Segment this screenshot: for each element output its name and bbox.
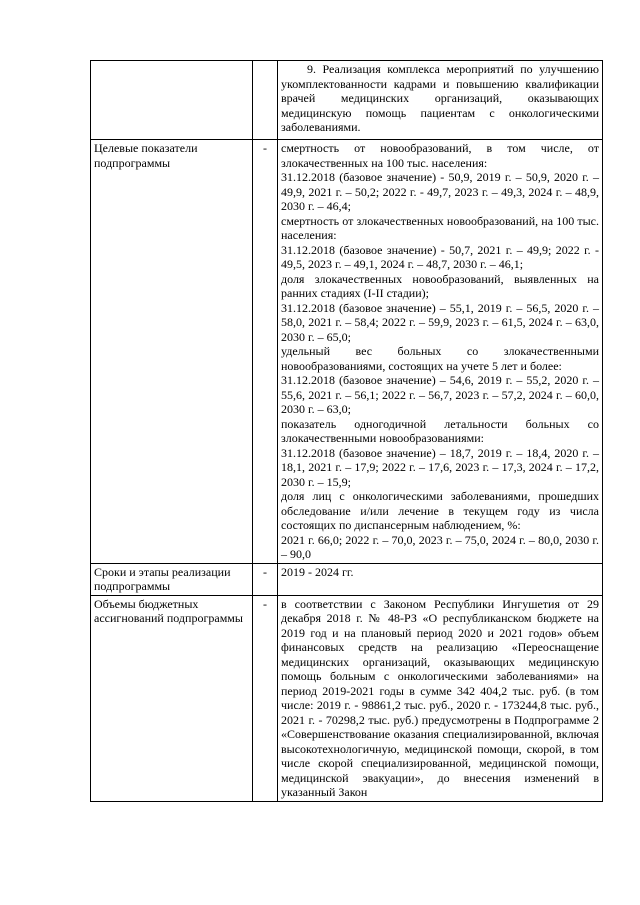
row-content <box>278 595 603 801</box>
content-line: 31.12.2018 (базовое значение) – 18,7, 2019 г. – 18,4, 2020 г. – 18,1, 2021 г. – 17,9; 2022 г. – 17,6, 2023 г. – 17,3, 2024 г. – 17,2, 2030 г. – 15,9; <box>281 445 599 489</box>
row-dash: - <box>253 140 278 564</box>
content-line: 2021 г. 66,0; 2022 г. – 70,0, 2023 г. – 75,0, 2024 г. – 80,0, 2030 г. – 90,0 <box>281 532 599 561</box>
table-row-target-indicators <box>91 140 603 564</box>
row-content <box>278 563 603 595</box>
row-dash: - <box>253 595 278 801</box>
content-line: 31.12.2018 (базовое значение) - 50,7, 2021 г. – 49,9; 2022 г. - 49,5, 2023 г. – 49,1, 2024 г. – 48,7, 2030 г. – 46,1; <box>281 242 599 271</box>
row-label: Сроки и этапы реализации подпрограммы <box>91 563 253 595</box>
row-label: Объемы бюджетных ассигнований подпрограммы <box>91 595 253 801</box>
row-label: Целевые показатели подпрограммы <box>91 140 253 564</box>
row-content <box>278 61 603 140</box>
content-line: доля лиц с онкологическими заболеваниями, прошедших обследование и/или лечение в текущем году из числа состоящих по диспансерным наблюдением, %: <box>281 489 599 532</box>
content-line: 31.12.2018 (базовое значение) – 55,1, 2019 г. – 56,5, 2020 г. – 58,0, 2021 г. – 58,4; 2022 г. – 59,9, 2023 г. – 61,5, 2024 г. – 63,0, 2030 г. – 65,0; <box>281 300 599 344</box>
content-line: смертность от новообразований, в том числе, от злокачественных на 100 тыс. населения: <box>281 141 599 170</box>
row-dash <box>253 61 278 140</box>
program-passport-table <box>90 60 603 802</box>
content-line: смертность от злокачественных новообразований, на 100 тыс. населения: <box>281 213 599 242</box>
content-line: доля злокачественных новообразований, выявленных на ранних стадиях (I-II стадии); <box>281 271 599 300</box>
row-label <box>91 61 253 140</box>
content-line: 31.12.2018 (базовое значение) - 50,9, 2019 г. – 50,9, 2020 г. – 49,9, 2021 г. – 50,2; 2022 г. - 49,7, 2023 г. – 49,3, 2024 г. – 48,9, 2030 г. – 46,4; <box>281 170 599 213</box>
table-row-budget <box>91 595 603 801</box>
content-line: 9. Реализация комплекса мероприятий по улучшению укомплектованности кадрами и повышению квалификации врачей медицинских организаций, оказывающих медицинскую помощь пациентам с онкологическими заболеваниями. <box>281 62 599 134</box>
content-line: удельный вес больных со злокачественными новообразованиями, состоящих на учете 5 лет и более: <box>281 344 599 373</box>
content-line: показатель одногодичной летальности больных со злокачественными новообразованиями: <box>281 416 599 445</box>
row-content <box>278 140 603 564</box>
table-row-timeline <box>91 563 603 595</box>
row-dash: - <box>253 563 278 595</box>
table-row-measure-9 <box>91 61 603 140</box>
content-line: в соответствии с Законом Республики Ингушетия от 29 декабря 2018 г. № 48-РЗ «О республиканском бюджете на 2019 год и на плановый период 2020 и 2021 годов» объем финансовых средств на реализацию «Переоснащение медицинских организаций, оказывающих медицинскую помощь больным с онкологическими заболеваниями» на период 2019-2021 годы в сумме 342 404,2 тыс. руб. (в том числе: 2019 г. - 98861,2 тыс. руб., 2020 г. - 173244,8 тыс. руб., 2021 г. - 70298,2 тыс. руб.) предусмотрены в Подпрограмме 2 «Совершенствование оказания специализированной, включая высокотехнологичную, медицинской помощи, скорой, в том числе скорой специализированной, медицинской помощи, медицинской эвакуации», до внесения изменений в указанный Закон <box>281 596 599 799</box>
content-line: 2019 - 2024 гг. <box>281 564 354 579</box>
content-line: 31.12.2018 (базовое значение) – 54,6, 2019 г. – 55,2, 2020 г. – 55,6, 2021 г. – 56,1; 2022 г. – 56,7, 2023 г. – 57,2, 2024 г. – 60,0, 2030 г. – 63,0; <box>281 373 599 416</box>
